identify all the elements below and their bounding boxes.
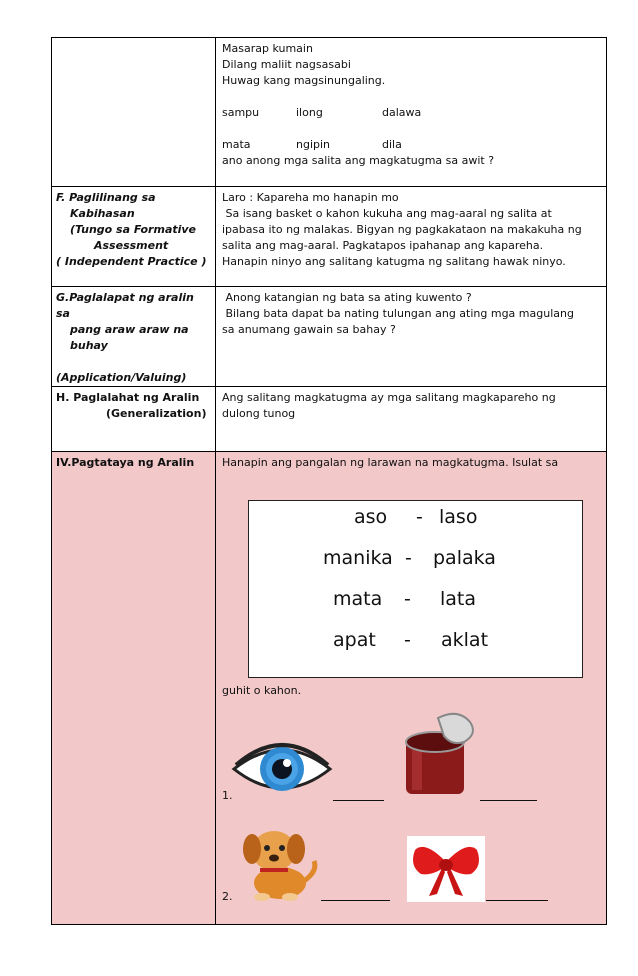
question-text: ano anong mga salita ang magkatugma sa awit ?: [222, 154, 495, 167]
text-line: Hanapin ninyo ang salitang katugma ng salitang hawak ninyo.: [222, 255, 566, 268]
word: dila: [382, 138, 402, 151]
row1-left-cell: [52, 38, 216, 187]
answer-line[interactable]: [333, 800, 384, 801]
text-line: salita ang mag-aaral. Pagkatapos ipahanap ang kapareha.: [222, 239, 544, 252]
row-f-left-cell: [52, 187, 216, 287]
instruction-text: guhit o kahon.: [222, 684, 302, 697]
word-b: palaka: [433, 547, 496, 569]
word-a: apat: [333, 629, 376, 651]
row-iv-right-cell: [216, 452, 607, 925]
row-iv-left-cell: [52, 452, 216, 925]
row-h-left-cell: [52, 387, 216, 452]
dash: -: [404, 588, 411, 610]
lesson-plan-table: [51, 37, 607, 925]
text-line: Sa isang basket o kahon kukuha ang mag-aaral ng salita at: [222, 207, 552, 220]
section-heading: F. Paglilinang sa: [56, 191, 156, 204]
section-heading: buhay: [70, 339, 108, 352]
section-heading: Assessment: [94, 239, 169, 252]
row-h-right-cell: [216, 387, 607, 452]
word-b: aklat: [441, 629, 489, 651]
song-line: Dilang maliit nagsasabi: [222, 58, 351, 71]
answer-line[interactable]: [321, 900, 390, 901]
text-line: ipabasa ito ng malakas. Bigyan ng pagkakataon na makakuha ng: [222, 223, 582, 236]
row-g-left-cell: [52, 287, 216, 387]
answer-line[interactable]: [480, 800, 537, 801]
row-f-right-cell: [216, 187, 607, 287]
word-b: lata: [440, 588, 477, 610]
song-line: Huwag kang magsinungaling.: [222, 74, 386, 87]
song-line: Masarap kumain: [222, 42, 313, 55]
word-a: mata: [333, 588, 383, 610]
word: sampu: [222, 106, 260, 119]
word-a: aso: [354, 506, 388, 528]
word-row: [222, 137, 600, 153]
section-heading: (Generalization): [106, 407, 207, 420]
word: dalawa: [382, 106, 422, 119]
section-heading: G.Paglalapat ng aralin sa: [56, 291, 194, 320]
row-g-right-cell: [216, 287, 607, 387]
dash: -: [416, 506, 423, 528]
instruction-text: Hanapin ang pangalan ng larawan na magkatugma. Isulat sa: [222, 456, 559, 469]
ribbon-icon: [407, 836, 485, 907]
word: mata: [222, 138, 251, 151]
dash: -: [404, 629, 411, 651]
text-line: Ang salitang magkatugma ay mga salitang magkapareho ng: [222, 391, 556, 404]
section-heading: (Application/Valuing): [56, 371, 187, 384]
section-heading: (Tungo sa Formative: [70, 223, 197, 236]
word: ngipin: [296, 138, 331, 151]
section-heading: IV.Pagtataya ng Aralin: [56, 456, 195, 469]
text-line: Anong katangian ng bata sa ating kuwento ?: [222, 291, 472, 304]
row1-right-cell: [216, 38, 607, 187]
text-line: Bilang bata dapat ba nating tulungan ang ating mga magulang: [222, 307, 574, 320]
text-line: sa anumang gawain sa bahay ?: [222, 323, 396, 336]
can-icon: [402, 712, 478, 803]
section-heading: ( Independent Practice ): [56, 255, 207, 268]
text-line: dulong tunog: [222, 407, 296, 420]
section-heading: Kabihasan: [70, 207, 135, 220]
section-heading: H. Paglalahat ng Aralin: [56, 391, 200, 404]
word-b: laso: [439, 506, 478, 528]
text-line: Laro : Kapareha mo hanapin mo: [222, 191, 399, 204]
section-heading: pang araw araw na: [70, 323, 189, 336]
word-a: manika: [323, 547, 393, 569]
word: ilong: [296, 106, 323, 119]
word-row: [222, 105, 600, 121]
eye-icon: [230, 739, 334, 804]
dash: -: [405, 547, 412, 569]
dog-icon: [234, 821, 320, 908]
rhyme-word-box: [248, 500, 583, 678]
item-number: 1.: [222, 789, 233, 802]
item-number: 2.: [222, 890, 233, 903]
answer-line[interactable]: [486, 900, 548, 901]
